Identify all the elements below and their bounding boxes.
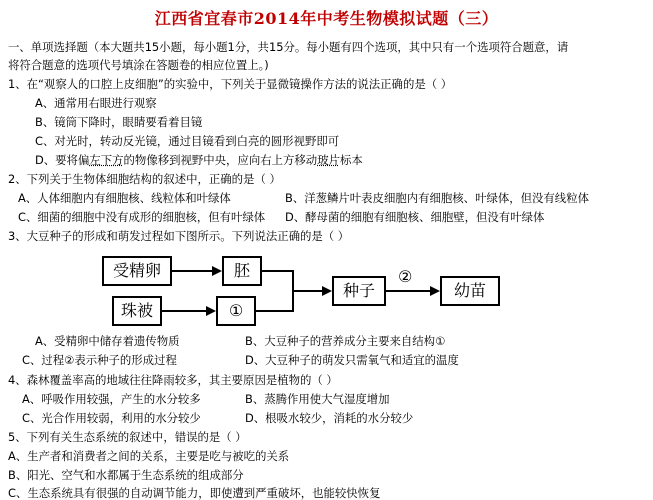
section-intro-line-2: 将符合题意的选项代号填涂在答题卷的相应位置上。) xyxy=(8,58,269,72)
question-3-option-c: C、过程②表示种子的形成过程 xyxy=(22,353,177,367)
node-embryo: 胚 xyxy=(222,256,262,286)
edge-integument-to-structure-1 xyxy=(162,310,206,312)
question-3-stem: 3、大豆种子的形成和萌发过程如下图所示。下列说法正确的是（ ） xyxy=(8,229,350,243)
question-2-option-c: C、细菌的细胞中没有成形的细胞核，但有叶绿体 xyxy=(18,210,266,224)
question-5-option-c: C、生态系统具有很强的自动调节能力，即使遭到严重破坏，也能较快恢复 xyxy=(8,486,381,500)
arrow-head-icon xyxy=(206,306,216,316)
question-4-option-a: A、呼吸作用较强，产生的水分较多 xyxy=(22,392,201,406)
question-5-stem: 5、下列有关生态系统的叙述中，错误的是（ ） xyxy=(8,430,247,444)
edge-fertilized-to-embryo xyxy=(172,270,212,272)
edge-label-process-2: ② xyxy=(398,267,413,286)
q1-d-underline-1: 左下方 xyxy=(89,153,124,167)
q1-d-underline-2: 玻片 xyxy=(317,153,340,167)
question-2-stem: 2、下列关于生物体细胞结构的叙述中，正确的是（ ） xyxy=(8,172,281,186)
question-3-option-a: A、受精卵中储存着遗传物质 xyxy=(35,334,180,348)
q1-d-suffix: 标本 xyxy=(339,153,363,167)
question-4-stem: 4、森林覆盖率高的地域往往降雨较多，其主要原因是植物的（ ） xyxy=(8,373,338,387)
q1-d-prefix: D、要将偏 xyxy=(35,153,90,167)
q1-d-middle: 的物像移到视野中央，应向右上方移动 xyxy=(123,153,318,167)
question-3-option-d: D、大豆种子的萌发只需氧气和适宜的温度 xyxy=(245,353,459,367)
page-title: 江西省宜春市2014年中考生物模拟试题（三） xyxy=(154,9,499,28)
question-5-option-b: B、阳光、空气和水都属于生态系统的组成部分 xyxy=(8,468,244,482)
node-fertilized-egg: 受精卵 xyxy=(102,256,172,286)
edge-embryo-out xyxy=(262,270,294,272)
question-5-option-a: A、生产者和消费者之间的关系，主要是吃与被吃的关系 xyxy=(8,449,290,463)
question-2-option-d: D、酵母菌的细胞有细胞核、细胞壁，但没有叶绿体 xyxy=(285,210,545,224)
node-integument: 珠被 xyxy=(112,296,162,326)
question-4-option-b: B、蒸腾作用使大气湿度增加 xyxy=(245,392,390,406)
section-intro-line-1: 一、单项选择题（本大题共15小题，每小题1分，共15分。每小题有四个选项，其中只有一个选项符合题意，请 xyxy=(8,40,569,54)
question-2-option-a: A、人体细胞内有细胞核、线粒体和叶绿体 xyxy=(18,191,231,205)
question-1-option-d xyxy=(35,153,363,167)
edge-seed-to-seedling xyxy=(386,290,430,292)
seed-formation-diagram xyxy=(96,246,516,324)
question-4-option-d: D、根吸水较少，消耗的水分较少 xyxy=(245,411,414,425)
edge-structure-1-out xyxy=(256,310,294,312)
node-seed: 种子 xyxy=(332,276,386,306)
arrow-head-icon xyxy=(322,286,332,296)
question-1-option-c: C、对光时，转动反光镜，通过目镜看到白亮的圆形视野即可 xyxy=(35,134,340,148)
edge-merge-to-seed xyxy=(292,290,322,292)
arrow-head-icon xyxy=(430,286,440,296)
question-2-option-b: B、洋葱鳞片叶表皮细胞内有细胞核、叶绿体，但没有线粒体 xyxy=(285,191,589,205)
question-1-option-b: B、镜筒下降时，眼睛要看着目镜 xyxy=(35,115,203,129)
node-seedling: 幼苗 xyxy=(440,276,500,306)
arrow-head-icon xyxy=(212,266,222,276)
question-1-stem: 1、在“观察人的口腔上皮细胞”的实验中，下列关于显微镜操作方法的说法正确的是（ ） xyxy=(8,77,453,91)
question-3-option-b: B、大豆种子的营养成分主要来自结构① xyxy=(245,334,446,348)
question-1-option-a: A、通常用右眼进行观察 xyxy=(35,96,157,110)
question-4-option-c: C、光合作用较弱，利用的水分较少 xyxy=(22,411,201,425)
node-structure-1: ① xyxy=(216,296,256,326)
